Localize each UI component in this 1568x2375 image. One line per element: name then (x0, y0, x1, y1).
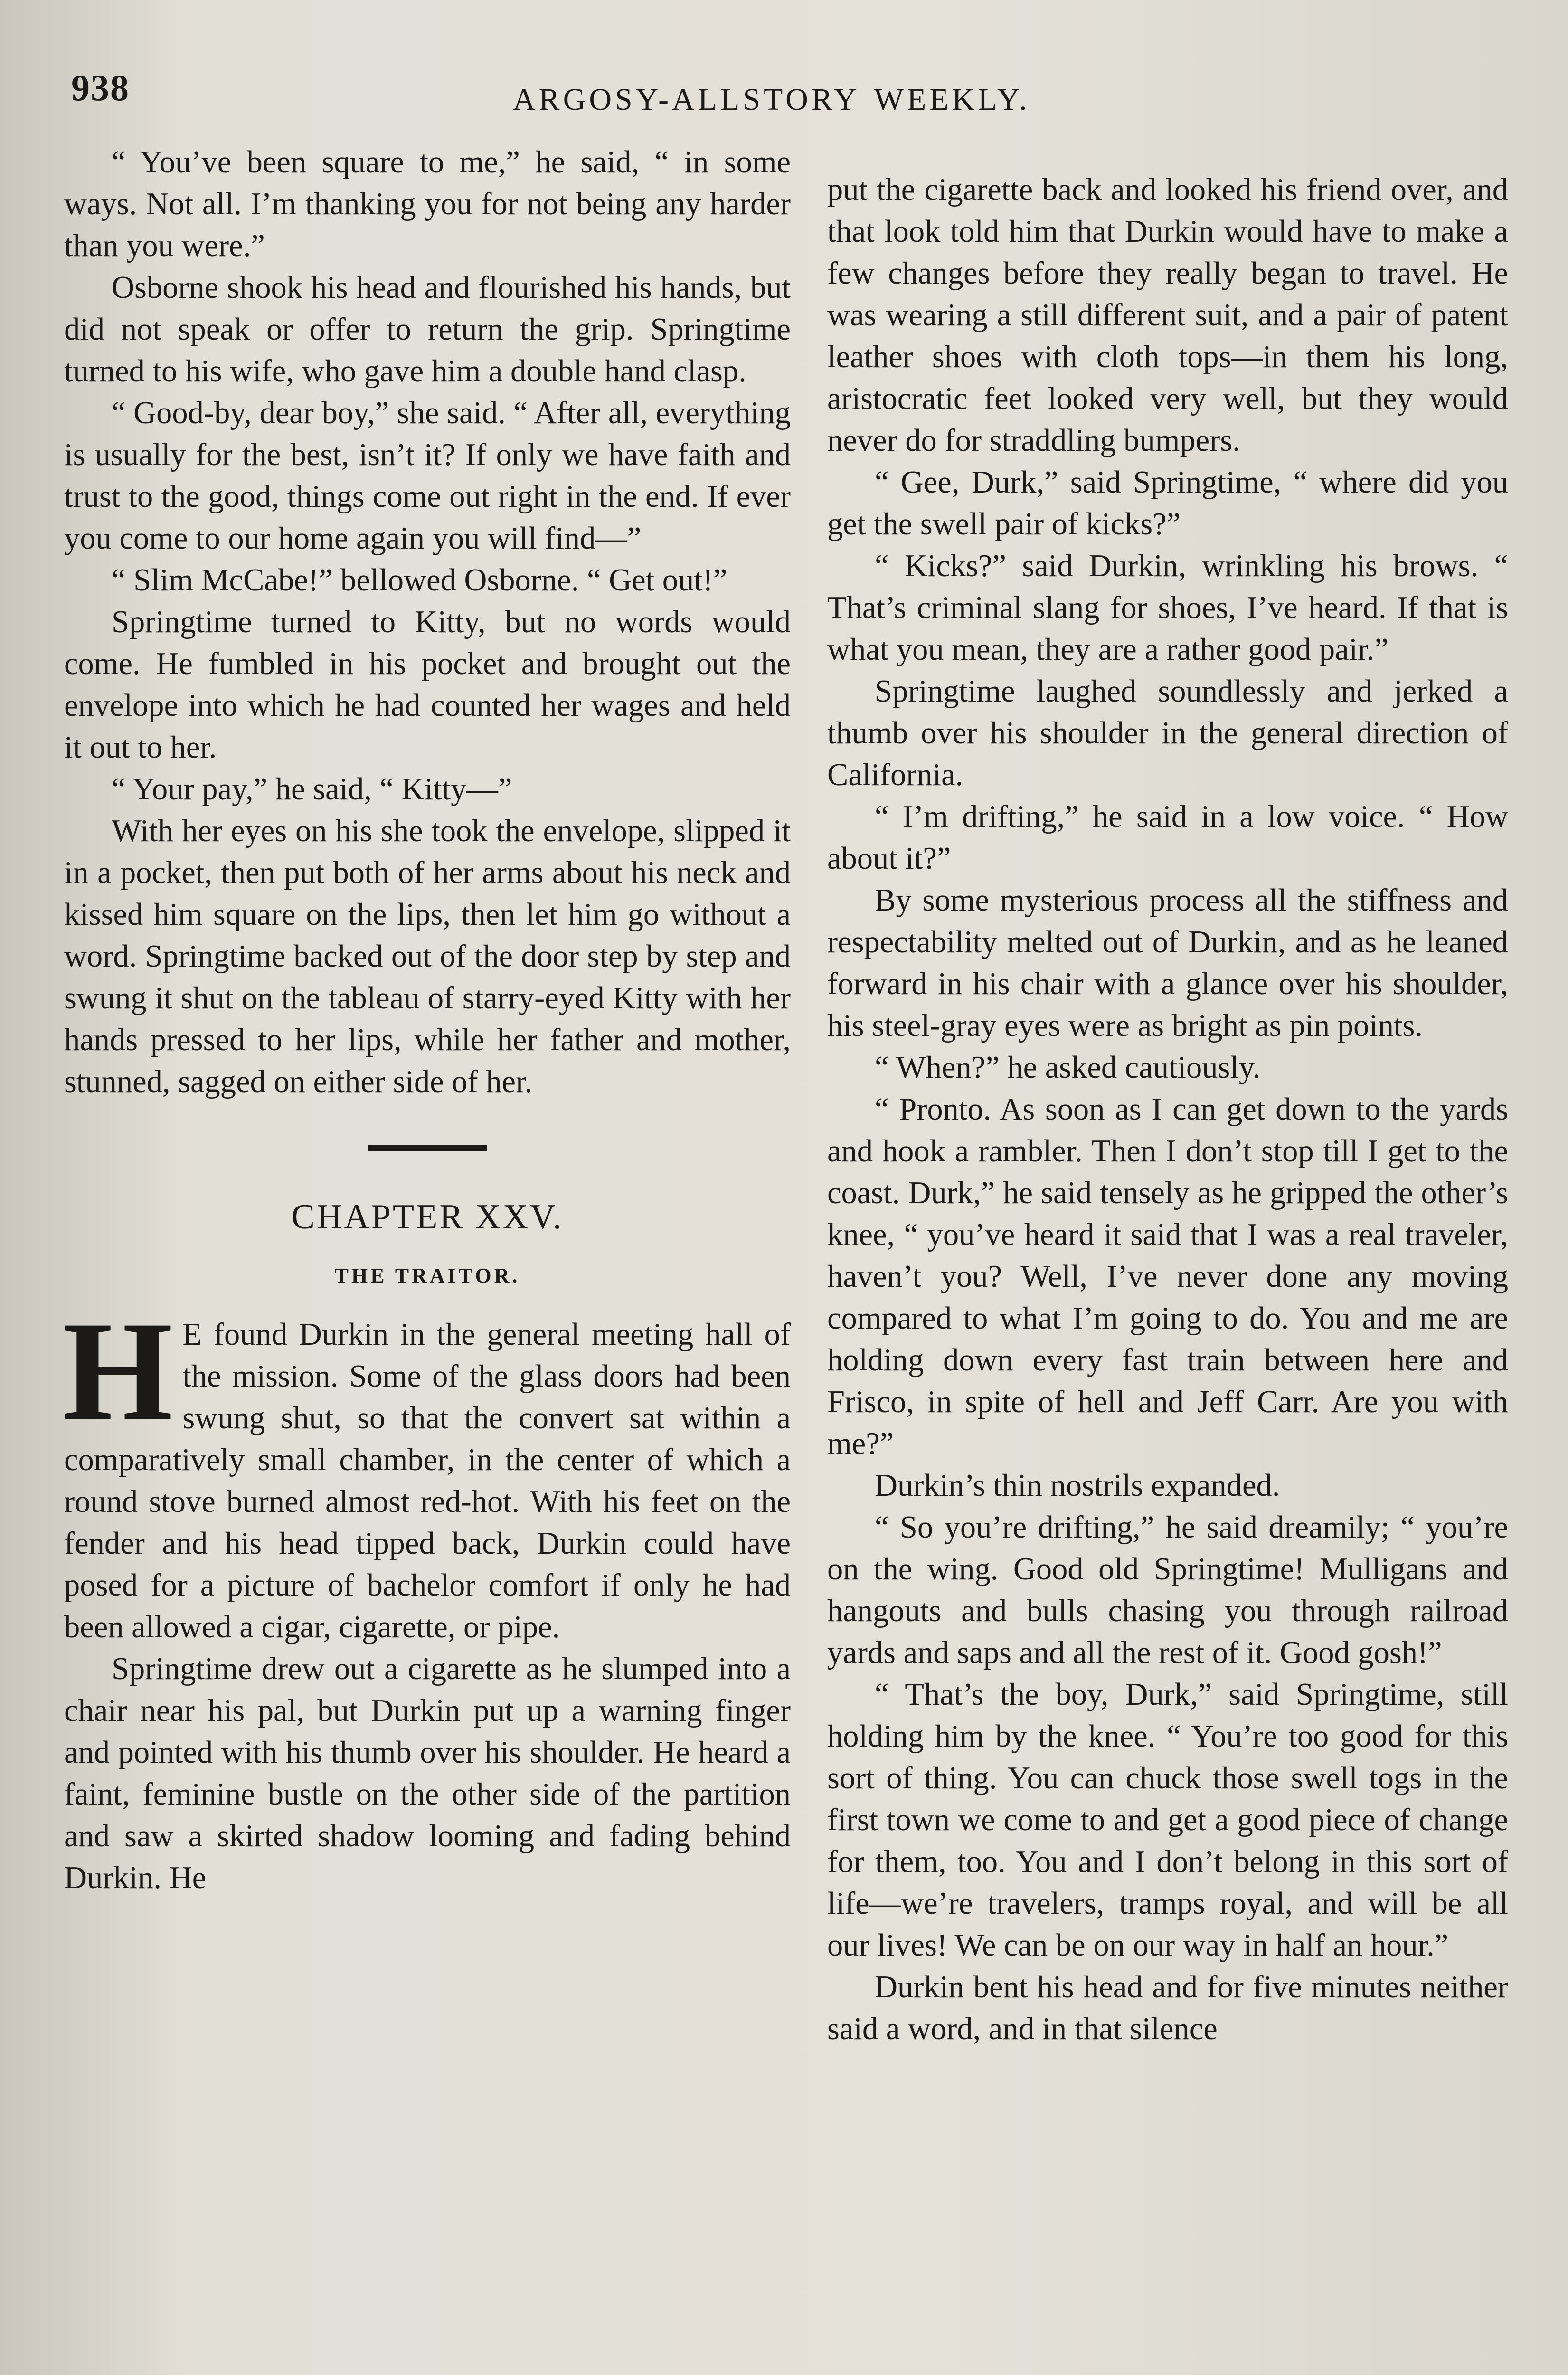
paragraph: Durkin bent his head and for five minutes neither said a word, and in that silence (827, 1970, 1508, 2046)
chapter-opening-paragraph (62, 1292, 791, 1648)
page-number: 938 (71, 67, 130, 108)
paragraph: “ Gee, Durk,” said Springtime, “ where did you get the swell pair of kicks?” (827, 465, 1508, 542)
continued-paragraph: put the cigarette back and looked his friend over, and that look told him that Durkin would have to make a few changes before they really began to travel. He was wearing a still different suit, and a pair of patent leather shoes with cloth tops—in them his long, aristocratic feet looked very well, but they would never do for straddling bumpers. (827, 172, 1508, 458)
paragraph: “ When?” he asked cautiously. (875, 1050, 1261, 1085)
paragraph: Osborne shook his head and flourished his hands, but did not speak or offer to return the grip. Springtime turned to his wife, who gave him a double hand clasp. (64, 270, 791, 389)
chapter-subtitle: THE TRAITOR. (334, 1264, 520, 1287)
paragraph: Durkin’s thin nostrils expanded. (875, 1468, 1280, 1503)
drop-cap: H (62, 1292, 173, 1450)
paragraph: “ Your pay,” he said, “ Kitty—” (112, 772, 512, 807)
right-column (827, 169, 1508, 2050)
paragraph: “ Kicks?” said Durkin, wrinkling his brows. “ That’s criminal slang for shoes, I’ve heard. If that is what you mean, they are a rather good pair.” (827, 549, 1508, 667)
paragraph: Springtime drew out a cigarette as he slumped into a chair near his pal, but Durkin put up a warning finger and pointed with his thumb over his shoulder. He heard a faint, feminine bustle on the other side of the partition and saw a skirted shadow looming and fading behind Durkin. He (64, 1652, 791, 1895)
chapter-opening-text: E found Durkin in the general meeting hall of the mission. Some of the glass doors had been swung shut, so that the convert sat within a comparatively small chamber, in the center of which a round stove burned almost red-hot. With his feet on the fender and his head tipped back, Durkin could have posed for a picture of bachelor comfort if only he had been allowed a cigar, cigarette, or pipe. (64, 1317, 791, 1644)
paragraph: “ That’s the boy, Durk,” said Springtime, still holding him by the knee. “ You’re too good for this sort of thing. You can chuck those swell togs in the first town we come to and get a good piece of change for them, too. You and I don’t belong in this sort of life—we’re travelers, tramps royal, and will be all our lives! We can be on our way in half an hour.” (827, 1677, 1508, 1963)
paragraph: “ Pronto. As soon as I can get down to the yards and hook a rambler. Then I don’t stop till I get to the coast. Durk,” he said tensely as he gripped the other’s knee, “ you’ve heard it said that I was a real traveler, haven’t you? Well, I’ve never done any moving compared to what I’m going to do. You and me are holding down every fast train between here and Frisco, in spite of hell and Jeff Carr. Are you with me?” (827, 1092, 1508, 1461)
paragraph: Springtime turned to Kitty, but no words would come. He fumbled in his pocket and brought out the envelope into which he had counted her wages and held it out to her. (64, 605, 791, 765)
paragraph: With her eyes on his she took the envelope, slipped it in a pocket, then put both of her arms about his neck and kissed him square on the lips, then let him go without a word. Springtime backed out of the door step by step and swung it shut on the tableau of starry-eyed Kitty with her hands pressed to her lips, while her father and mother, stunned, sagged on either side of her. (64, 814, 791, 1099)
paragraph: By some mysterious process all the stiffness and respectability melted out of Durkin, and as he leaned forward in his chair with a glance over his shoulder, his steel-gray eyes were as bright as pin points. (827, 883, 1508, 1043)
section-divider (368, 1145, 487, 1151)
running-title: ARGOSY-ALLSTORY WEEKLY. (513, 82, 1030, 117)
paragraph: Springtime laughed soundlessly and jerked a thumb over his shoulder in the general direction of California. (827, 674, 1508, 792)
paragraph: “ You’ve been square to me,” he said, “ in some ways. Not all. I’m thanking you for not being any harder than you were.” (64, 145, 791, 263)
chapter-title: CHAPTER XXV. (291, 1197, 564, 1236)
left-column (64, 142, 791, 1899)
paragraph: “ Good-by, dear boy,” she said. “ After all, everything is usually for the best, isn’t it? If only we have faith and trust to the good, things come out right in the end. If ever you come to our home again you will find—” (64, 396, 791, 556)
paragraph: “ So you’re drifting,” he said dreamily; “ you’re on the wing. Good old Springtime! Mulligans and hangouts and bulls chasing you through railroad yards and saps and all the rest of it. Good gosh!” (827, 1510, 1508, 1670)
paragraph: “ I’m drifting,” he said in a low voice. “ How about it?” (827, 799, 1508, 876)
paragraph: “ Slim McCabe!” bellowed Osborne. “ Get out!” (112, 563, 727, 598)
